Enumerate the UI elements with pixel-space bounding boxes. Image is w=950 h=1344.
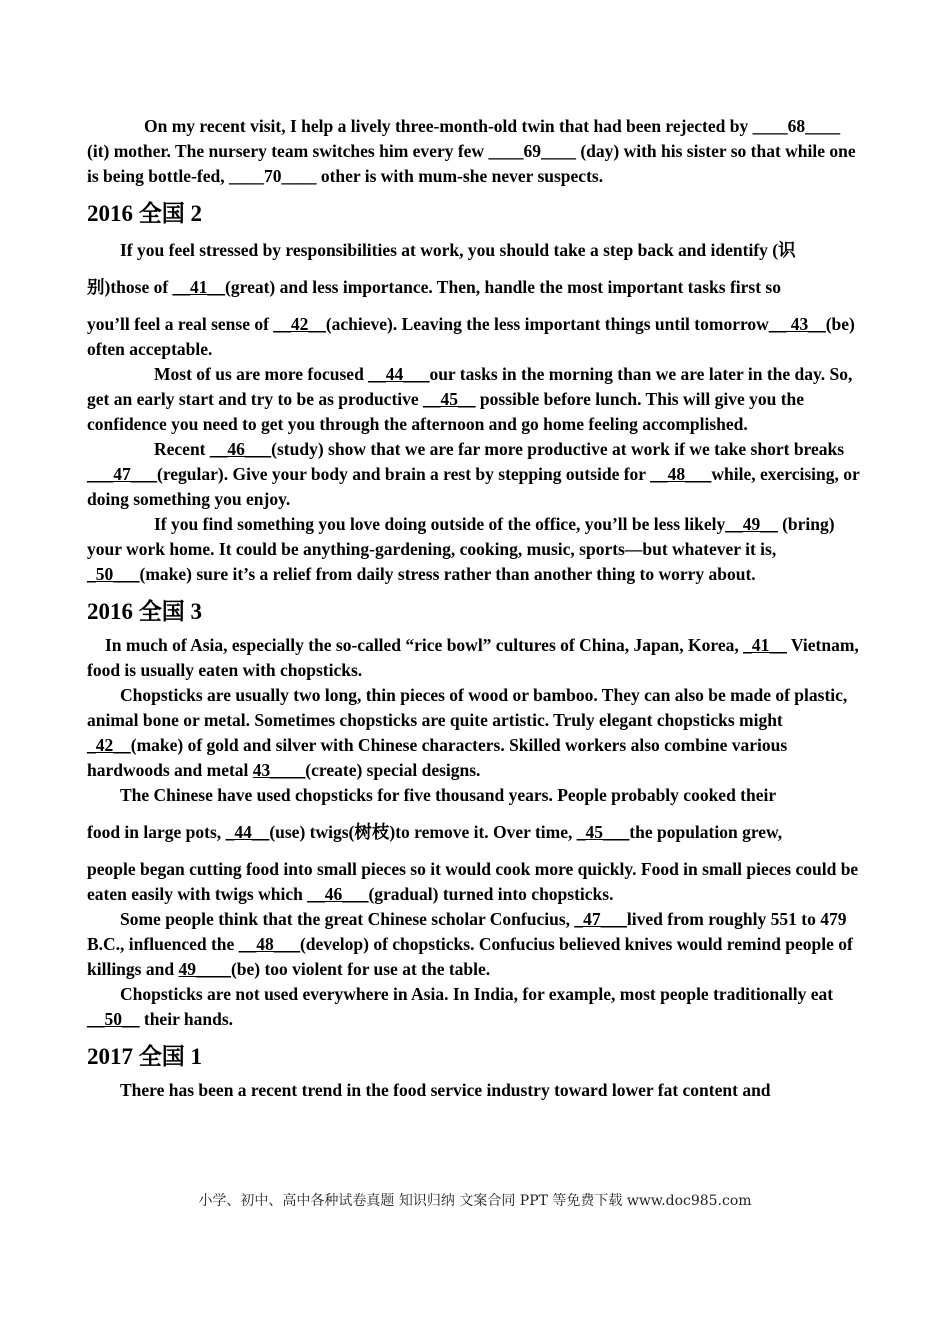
blank-42: _42__ xyxy=(87,735,131,755)
passage-paragraph: you’ll feel a real sense of __42__(achieve). Leaving the less important things until tomorrow__ 43__(be) often acceptable. xyxy=(87,314,855,359)
passage-paragraph: There has been a recent trend in the food service industry toward lower fat content and xyxy=(120,1080,771,1100)
page-footer: 小学、初中、高中各种试卷真题 知识归纳 文案合同 PPT 等免费下载 www.doc985.com xyxy=(198,1193,752,1209)
passage-paragraph: If you find something you love doing outside of the office, you’ll be less likely__49__ (bring) your work home. It could be anything-gardening, cooking, music, sports—but whatever it is, _50___(make) sure it’s a relief from daily stress rather than another thing to worry about. xyxy=(87,514,835,584)
blank-44: _44__ xyxy=(225,822,270,842)
passage-paragraph: food in large pots, _44__(use) twigs(树枝)to remove it. Over time, _45___the population grew, xyxy=(87,822,783,842)
passage-paragraph: The Chinese have used chopsticks for five thousand years. People probably cooked their xyxy=(120,785,777,805)
passage-paragraph: In much of Asia, especially the so-called “rice bowl” cultures of China, Japan, Korea, _41__ Vietnam, food is usually eaten with chopsticks. xyxy=(87,635,859,680)
blank-49: __49__ xyxy=(725,514,778,534)
passage-paragraph: Chopsticks are not used everywhere in Asia. In India, for example, most people traditionally eat __50__ their hands. xyxy=(87,984,834,1029)
passage-paragraph: Chopsticks are usually two long, thin pieces of wood or bamboo. They can also be made of plastic, animal bone or metal. Sometimes chopsticks are quite artistic. Truly elegant chopsticks might _42__(make) of gold and silver with Chinese characters. Skilled workers also combine various hardwoods and metal 43____(create) special designs. xyxy=(87,685,848,780)
blank-46: __46___ xyxy=(307,884,369,904)
blank-45: __45__ xyxy=(423,389,476,409)
passage-paragraph: Most of us are more focused __44___our tasks in the morning than we are later in the day. So, get an early start and try to be as productive __45__ possible before lunch. This will give you the confidence you need to get you through the afternoon and go home feeling accomplished. xyxy=(87,364,853,434)
passage-paragraph: On my recent visit, I help a lively three-month-old twin that had been rejected by ____68____ (it) mother. The nursery team switches him every few ____69____ (day) with his sister so that while one is being bottle-fed, ____70____ other is with mum-she never suspects. xyxy=(87,116,856,186)
passage-paragraph: Recent __46___(study) show that we are far more productive at work if we take short breaks ___47___(regular). Give your body and brain a rest by stepping outside for __48___while, exercising, or doing something you enjoy. xyxy=(87,439,860,509)
passage-paragraph: Some people think that the great Chinese scholar Confucius, _47___lived from roughly 551 to 479 B.C., influenced the __48___(develop) of chopsticks. Confucius believed knives would remind people of killings and 49____(be) too violent for use at the table. xyxy=(87,909,853,979)
section-heading: 2017 全国 1 xyxy=(87,1044,202,1069)
blank-41: __41__ xyxy=(172,277,226,297)
passage-paragraph: 别)those of __41__(great) and less importance. Then, handle the most important tasks first so xyxy=(87,277,781,297)
blank-43: __ 43__ xyxy=(768,314,826,334)
blank-44: __44___ xyxy=(368,364,430,384)
section-heading: 2016 全国 2 xyxy=(87,201,202,226)
blank-46: __46___ xyxy=(209,439,272,459)
blank-50: __50__ xyxy=(87,1009,140,1029)
blank-48: __48___ xyxy=(650,464,712,484)
blank-45: _45___ xyxy=(576,822,630,842)
blank-41: _41__ xyxy=(743,635,787,655)
blank-47: ___47___ xyxy=(87,464,157,484)
blank-47: _47___ xyxy=(574,909,627,929)
blank-48: __48___ xyxy=(238,934,300,954)
passage-paragraph: people began cutting food into small pieces so it would cook more quickly. Food in small pieces could be eaten easily with twigs which __46___(gradual) turned into chopsticks. xyxy=(87,859,859,904)
blank-49: 49____ xyxy=(178,959,231,979)
section-heading: 2016 全国 3 xyxy=(87,599,202,624)
passage-paragraph: If you feel stressed by responsibilities at work, you should take a step back and identify (识 xyxy=(120,240,796,260)
document-page xyxy=(87,114,863,1103)
passage-2016-3 xyxy=(87,633,863,1032)
passage-2016-2 xyxy=(87,238,863,587)
blank-43: 43____ xyxy=(252,760,306,780)
blank-50: _50___ xyxy=(87,564,140,584)
blank-42: __42__ xyxy=(273,314,326,334)
